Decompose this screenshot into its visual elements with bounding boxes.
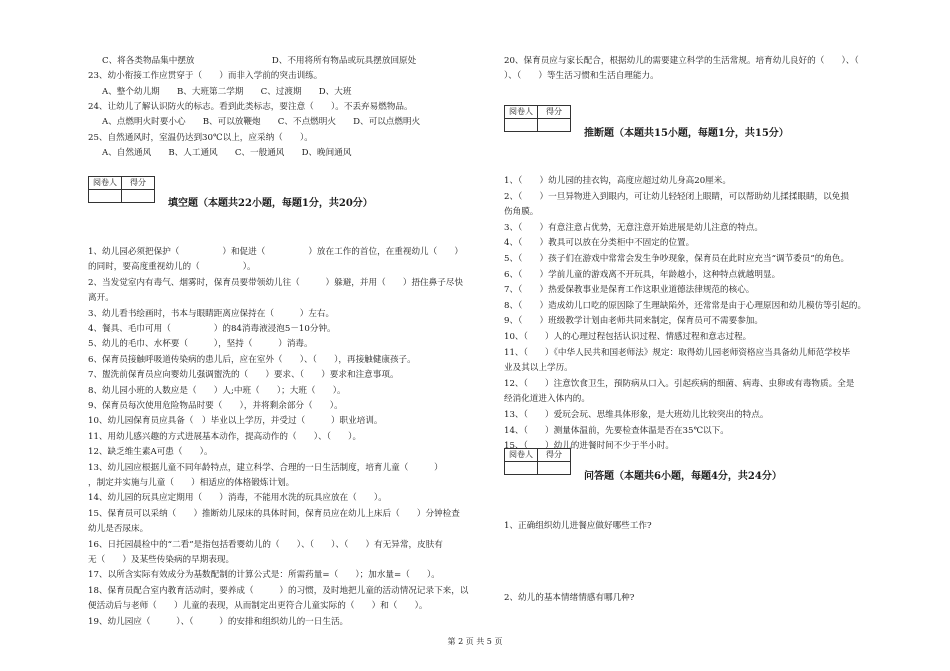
score-label: 得分 <box>538 449 571 462</box>
text-line: 20、保育员应与家长配合，根据幼儿的需要建立科学的生活常规。培育幼儿良好的（ ）、（ <box>504 56 859 66</box>
text-line: 9、（ ）班级教学计划由老师共同来制定，保育员可不需要参加。 <box>504 316 763 327</box>
reviewer-cell <box>89 190 122 203</box>
text-line: A、整个幼儿期 B、大班第二学期 C、过渡期 D、大班 <box>102 86 352 97</box>
score-cell <box>538 119 571 132</box>
qa-question-2: 2、幼儿的基本情绪情感有哪几种? <box>504 593 635 603</box>
text-line: 6、（ ）学前儿童的游戏离不开玩具，年龄越小，这种特点就越明显。 <box>504 269 781 280</box>
qa-question-1: 1、正确组织幼儿进餐应做好哪些工作? <box>504 521 652 531</box>
text-line: 8、幼儿园小班的人数应是（ ）人;中班（ ）；大班（ ）。 <box>88 385 346 396</box>
section-title-fill: 填空题（本题共22小题，每题1分，共20分） <box>168 198 373 209</box>
text-line: 12、（ ）注意饮食卫生，預防病从口入。引起疾病的细菌、病毒、虫卵或有毒物质。全是 <box>504 378 855 389</box>
score-label: 得分 <box>122 177 155 190</box>
text-line: 11、（ ）《中华人民共和国老师法》规定：取得幼儿园老师资格应当具备幼儿师范学校毕 <box>504 347 851 358</box>
text-line: 13、幼儿园应根据儿童不同年龄特点，建立科学、合理的一日生活制度，培育儿童（ ） <box>88 462 443 473</box>
text-line: 的同时，要高度重视幼儿的（ ）。 <box>88 262 256 273</box>
text-line: 14、（ ）测量体温前，先要检查体温是否在35℃以下。 <box>504 425 729 436</box>
text-line: 14、幼儿园的玩具应定期用（ ）消毒，不能用水洗的玩具应放在（ ）。 <box>88 493 387 504</box>
text-line: 3、幼儿看书绘画时，书本与眼睛距离应保持在（ ）左右。 <box>88 308 335 319</box>
text-line: 经消化道进入体内的。 <box>504 394 590 405</box>
text-line: 离开。 <box>88 293 114 304</box>
score-box-fill <box>88 176 155 203</box>
text-line: ）、（ ）等生活习惯和生活自理能力。 <box>504 71 659 82</box>
text-line: 无（ ）及某些传染病的早期表现。 <box>88 555 235 565</box>
text-line: A、自然通风 B、人工通风 C、一般通风 D、晚间通风 <box>102 147 352 158</box>
reviewer-label: 阅卷人 <box>505 106 538 119</box>
text-line: 5、幼儿的毛巾、水杯要（ ），坚持（ ）消毒。 <box>88 339 313 350</box>
text-line: 23、幼小衔接工作应贯穿于（ ）而非入学前的突击训练。 <box>88 71 323 82</box>
section-title-qa: 问答题（本题共6小题，每题4分，共24分） <box>584 471 782 482</box>
text-line: 19、幼儿园应（ ）、（ ）的安排和组织幼儿的一日生活。 <box>88 616 349 627</box>
text-line: 7、（ ）热爱保教事业是保育工作这职业道德法律规范的核心。 <box>504 285 755 296</box>
section-title-judge: 推断题（本题共15小题，每题1分，共15分） <box>584 128 789 139</box>
reviewer-label: 阅卷人 <box>89 177 122 190</box>
text-line: 25、自然通风时，室温仍达到30℃以上，应采纳（ ）。 <box>88 132 313 143</box>
reviewer-cell <box>505 119 538 132</box>
text-line: 11、用幼儿感兴趣的方式进展基本动作，提高动作的（ ）、（ ）。 <box>88 431 362 442</box>
text-line: 2、（ ）一旦异物进入到眼内，可让幼儿轻轻闭上眼睛，可以帮助幼儿揉揉眼睛，以免损 <box>504 191 849 202</box>
text-line: 2、当发觉室内有毒气、烟雾时，保育员要带领幼儿往（ ）躲避，并用（ ）捂住鼻子尽快 <box>88 277 464 288</box>
text-line: ，制定并实施与儿童（ ）相适应的体格锻炼计划。 <box>88 478 295 488</box>
text-line: 业及其以上学历。 <box>504 363 573 374</box>
text-line: 6、保育员接触呼吸道传染病的患儿后，应在室外（ ）、（ ），再接触健康孩子。 <box>88 354 416 365</box>
text-line: 15、（ ）幼儿的进餐时间不少于半小时。 <box>504 441 674 452</box>
text-line: 17、以所含实际有效成分为基数配制的计算公式是：所需药量=（ ）；加水量=（ ）。 <box>88 570 440 581</box>
score-box-qa <box>504 448 571 475</box>
text-line: 18、保育员配合室内教育活动时，要养成（ ）的习惯，及时地把儿童的活动情况记录下来，以 <box>88 585 469 596</box>
text-line: 1、（ ）幼儿园的挂衣钩，高度应超过幼儿身高20厘米。 <box>504 176 731 186</box>
score-box-judge <box>504 105 571 132</box>
text-line: 5、（ ）孩子们在游戏中常常会发生争吵现象，保育员在此时应充当“调节委员”的角色。 <box>504 254 850 264</box>
text-line: 7、盥洗前保育员应向婴幼儿强调盥洗的（ ）要求、（ ）要求和注意事项。 <box>88 370 399 381</box>
text-line: 10、（ ）人的心理过程包括认识过程、情感过程和意志过程。 <box>504 332 752 342</box>
reviewer-cell <box>505 462 538 475</box>
text-line: A、点燃明火时要小心 B、可以放鞭炮 C、不点燃明火 D、可以点燃明火 <box>102 117 421 128</box>
text-line: 12、缺乏维生素A可患（ ）。 <box>88 447 213 458</box>
page-footer: 第 2 页 共 5 页 <box>447 637 503 646</box>
text-line: 8、（ ）造成幼儿口吃的原因除了生理缺陷外，还常常是由于心理原因和幼儿模仿等引起的。 <box>504 300 867 311</box>
text-line: 24、让幼儿了解认识防火的标志。看到此类标志，要注意（ ）。不丢弃易燃物品。 <box>88 101 413 112</box>
text-line: 幼儿是否尿床。 <box>88 524 149 535</box>
text-line: 3、（ ）有意注意占优势，无意注意开始进展是幼儿注意的特点。 <box>504 222 763 233</box>
text-line: 9、保育员每次使用危险物品时要（ ），并将剩余部分（ ）。 <box>88 401 343 411</box>
text-line: 16、日托园晨检中的“二看”是指包括看婴幼儿的（ ）、（ ）、（ ）有无异常，皮肤有 <box>88 539 443 550</box>
reviewer-label: 阅卷人 <box>505 449 538 462</box>
text-line: 15、保育员可以采纳（ ）推断幼儿尿床的具体时间，保育员应在幼儿上床后（ ）分钟检查 <box>88 508 460 519</box>
text-line: 便活动后与老师（ ）儿童的表现，从而制定出更符合儿童实际的（ ）和（ ）。 <box>88 601 428 612</box>
text-line: C、将各类物品集中摆放 D、不用将所有物品或玩具摆放回原处 <box>102 56 417 66</box>
text-line: 1、幼儿园必须把保护（ ）和促进（ ）放在工作的首位，在重视幼儿（ ） <box>88 247 464 257</box>
text-line: 10、幼儿园保育员应具备（ ）毕业以上学历，并受过（ ）职业培训。 <box>88 416 383 427</box>
score-label: 得分 <box>538 106 571 119</box>
text-line: 4、餐具、毛巾可用（ ）的84消毒液浸泡5－10分钟。 <box>88 324 336 334</box>
text-line: 13、（ ）爱玩会玩、思维具体形象，是大班幼儿比较突出的特点。 <box>504 410 769 420</box>
score-cell <box>538 462 571 475</box>
text-line: 4、（ ）教具可以放在分类柜中不固定的位置。 <box>504 238 695 249</box>
text-line: 伤角膜。 <box>504 207 539 218</box>
score-cell <box>122 190 155 203</box>
